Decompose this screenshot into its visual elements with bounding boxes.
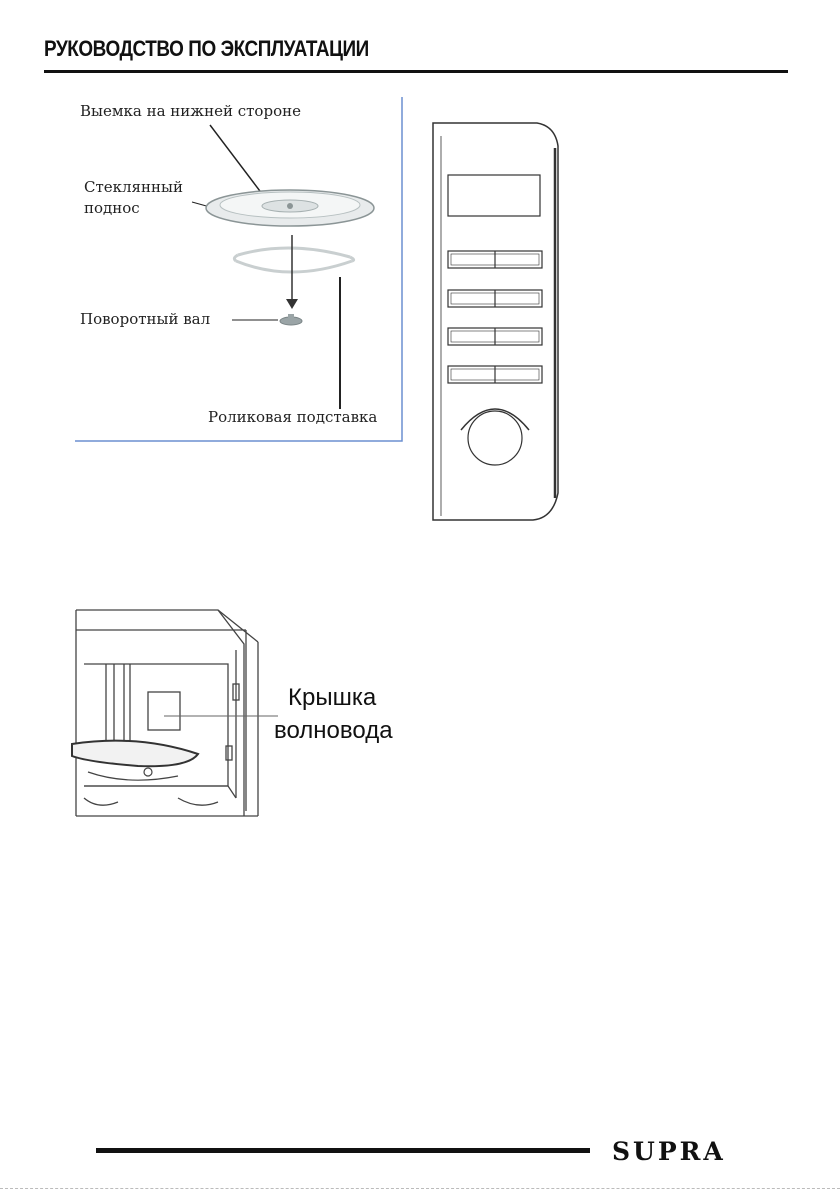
roller-ring-illustration xyxy=(234,248,353,272)
waveguide-figure xyxy=(68,606,418,821)
footer-rule xyxy=(96,1148,590,1153)
label-waveguide-2: волновода xyxy=(274,717,393,744)
display-window xyxy=(448,175,540,216)
label-glass-tray-2: поднос xyxy=(84,199,140,217)
header-rule xyxy=(44,70,788,73)
button-row xyxy=(448,251,542,268)
glass-tray-in-oven xyxy=(72,741,198,781)
waveguide-cover xyxy=(148,692,180,730)
page-title: РУКОВОДСТВО ПО ЭКСПЛУАТАЦИИ xyxy=(44,36,369,61)
brand-logo: SUPRA xyxy=(612,1137,726,1166)
label-waveguide-1: Крышка xyxy=(288,684,377,711)
figure-frame xyxy=(75,97,402,441)
shaft-illustration xyxy=(280,314,302,325)
label-recess: Выемка на нижней стороне xyxy=(80,102,301,120)
button-row xyxy=(448,290,542,307)
control-knob xyxy=(468,411,522,465)
control-panel-figure xyxy=(425,118,565,526)
button-row xyxy=(448,328,542,345)
glass-tray-illustration xyxy=(206,190,374,226)
button-row xyxy=(448,366,542,383)
label-shaft: Поворотный вал xyxy=(80,310,211,328)
turntable-figure xyxy=(60,95,410,450)
panel-outline xyxy=(433,123,558,520)
label-roller: Роликовая подставка xyxy=(208,408,378,426)
page-edge xyxy=(0,1188,840,1189)
label-glass-tray-1: Стеклянный xyxy=(84,178,183,196)
